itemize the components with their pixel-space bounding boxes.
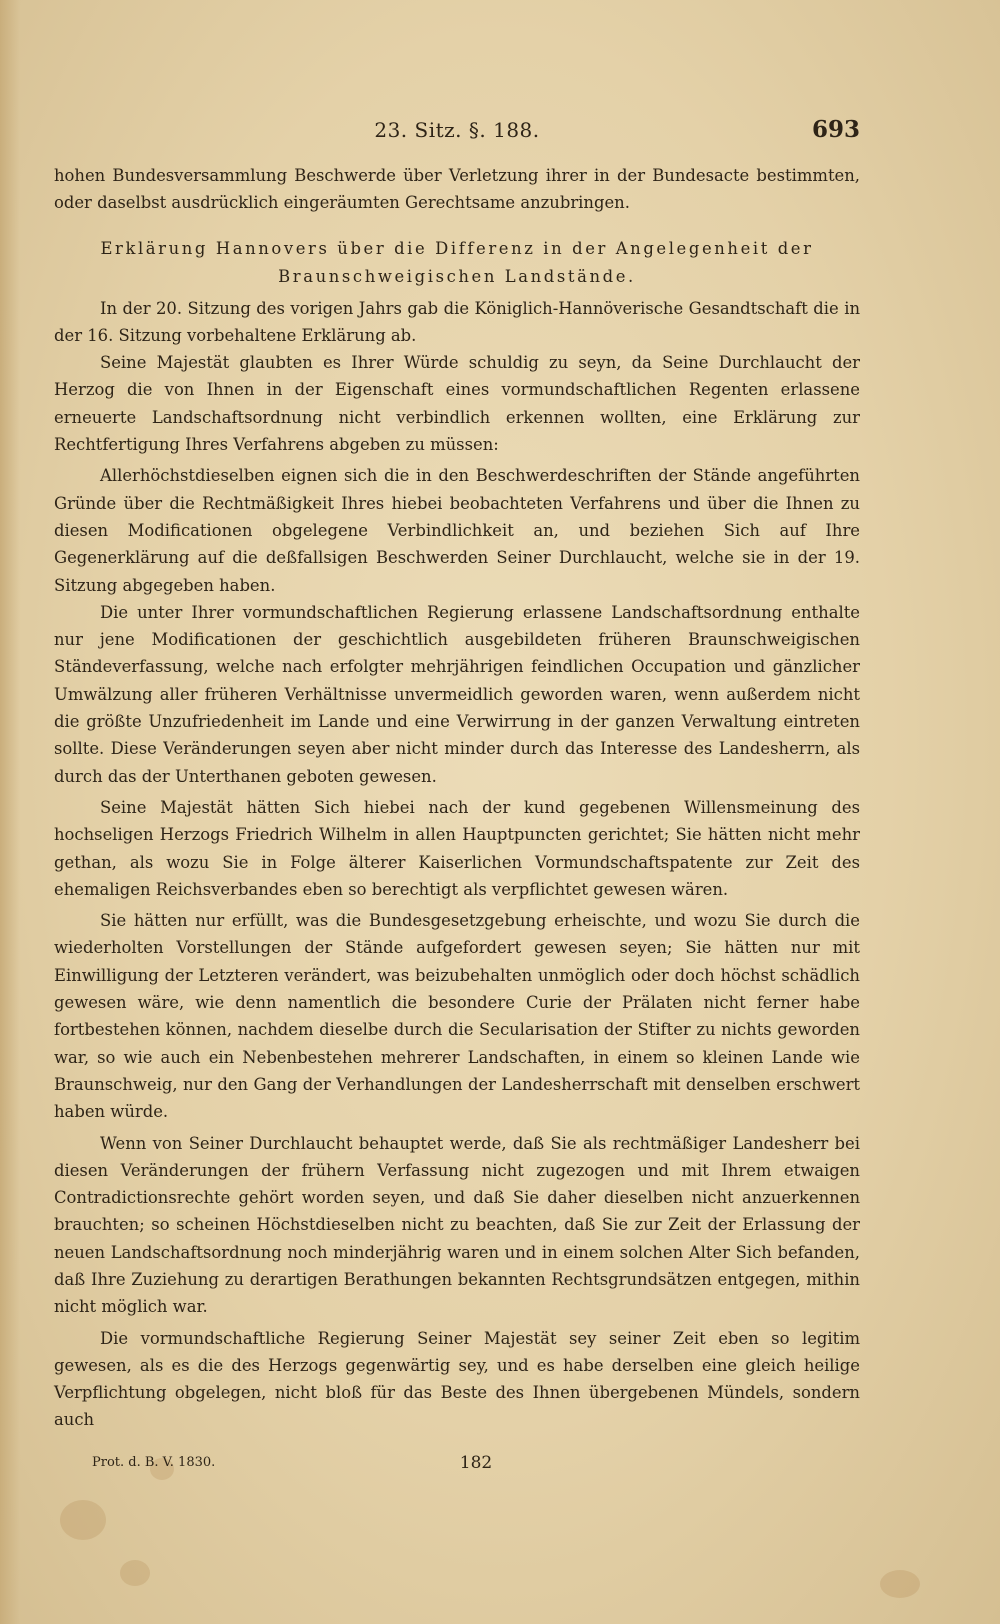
paragraph: Die unter Ihrer vormundschaftlichen Regierung erlassene Landschaftsordnung enthalte nur jene Modificationen der geschichtlich ausgebildeten früheren Braunschweigischen Ständeverfassung, welche nach erfolgter mehrjährigen feindlichen Occupation und gänzlicher Umwälzung aller früheren Verhältnisse unvermeidlich geworden waren, wenn außerdem nicht die größte Unzufriedenheit im Lande und eine Verwirrung in der ganzen Verwaltung eintreten sollte. Diese Veränderungen seyen aber nicht minder durch das Interesse des Landesherrn, als durch das der Unterthanen geboten gewesen. <box>54 602 860 786</box>
paper-stain <box>60 1500 106 1540</box>
page-footer <box>92 1453 860 1481</box>
paragraph: Seine Majestät hätten Sich hiebei nach der kund gegebenen Willensmeinung des hochseligen Herzogs Friedrich Wilhelm in allen Hauptpuncten gerichtet; Sie hätten nicht mehr gethan, als wozu Sie in Folge älterer Kaiserlichen Vormundschaftspatente zur Zeit des ehemaligen Reichsverbandes eben so berechtigt als verpflichtet gewesen wären. <box>54 797 860 899</box>
page-header <box>54 118 860 148</box>
signature-mark: Prot. d. B. V. 1830. <box>92 1455 216 1470</box>
page-body <box>54 162 860 1434</box>
paper-stain <box>120 1560 150 1586</box>
paragraph: In der 20. Sitzung des vorigen Jahrs gab die Königlich-Hannöverische Gesandtschaft die in der 16. Sitzung vorbehaltene Erklärung ab. <box>54 298 860 345</box>
section-heading: Erklärung Hannovers über die Differenz in der Angelegenheit der Braunschweigischen Landstände. <box>100 238 814 286</box>
paragraph: Sie hätten nur erfüllt, was die Bundesgesetzgebung erheischte, und wozu Sie durch die wiederholten Vorstellungen der Stände aufgefordert gewesen seyen; Sie hätten nur mit Einwilligung der Letzteren verändert, was beizubehalten unmöglich oder doch höchst schädlich gewesen wäre, wie denn namentlich die besondere Curie der Prälaten nicht ferner habe fortbestehen können, nachdem dieselbe durch die Secularisation der Stifter zu nichts geworden war, so wie auch ein Nebenbestehen mehrerer Landschaften, in einem so kleinen Lande wie Braunschweig, nur den Gang der Verhandlungen der Landesherrschaft mit denselben erschwert haben würde. <box>54 911 860 1122</box>
paragraph-continuation: hohen Bundesversammlung Beschwerde über Verletzung ihrer in der Bundesacte bestimmten, oder daselbst ausdrücklich eingeräumten Gerechtsame anzubringen. <box>54 166 860 213</box>
running-head: 23. Sitz. §. 188. <box>374 118 540 142</box>
sheet-number: 182 <box>459 1453 493 1473</box>
paragraph: Die vormundschaftliche Regierung Seiner Majestät sey seiner Zeit eben so legitim gewesen, als es die des Herzogs gegenwärtig sey, und es habe derselben eine gleich heilige Verpflichtung obgelegen, nicht bloß für das Beste des Ihnen übergebenen Mündels, sondern auch <box>54 1328 860 1430</box>
paragraph: Seine Majestät glaubten es Ihrer Würde schuldig zu seyn, da Seine Durchlaucht der Herzog die von Ihnen in der Eigenschaft eines vormundschaftlichen Regenten erlassene erneuerte Landschaftsordnung nicht verbindlich erkennen wollten, eine Erklärung zur Rechtfertigung Ihres Verfahrens abgeben zu müssen: <box>54 353 860 455</box>
paper-stain <box>880 1570 920 1598</box>
page-edge-shadow <box>0 0 20 1624</box>
page-number: 693 <box>811 116 860 143</box>
paragraph: Wenn von Seiner Durchlaucht behauptet werde, daß Sie als rechtmäßiger Landesherr bei diesen Veränderungen der frühern Verfassung nicht zugezogen und mit Ihrem etwaigen Contradictionsrechte gehört worden seyen, und daß Sie daher dieselben nicht anzuerkennen brauchten; so scheinen Höchstdieselben nicht zu beachten, daß Sie zur Zeit der Erlassung der neuen Landschaftsordnung noch minderjährig waren und in einem solchen Alter Sich befanden, daß Ihre Zuziehung zu derartigen Berathungen bekannten Rechtsgrundsätzen entgegen, mithin nicht möglich war. <box>54 1133 860 1317</box>
paragraph: Allerhöchstdieselben eignen sich die in den Beschwerdeschriften der Stände angeführten Gründe über die Rechtmäßigkeit Ihres hiebei beobachteten Verfahrens und über die Ihnen zu diesen Modificationen obgelegene Verbindlichkeit an, und beziehen Sich auf Ihre Gegenerklärung auf die deßfallsigen Beschwerden Seiner Durchlaucht, welche sie in der 19. Sitzung abgegeben haben. <box>54 466 860 595</box>
